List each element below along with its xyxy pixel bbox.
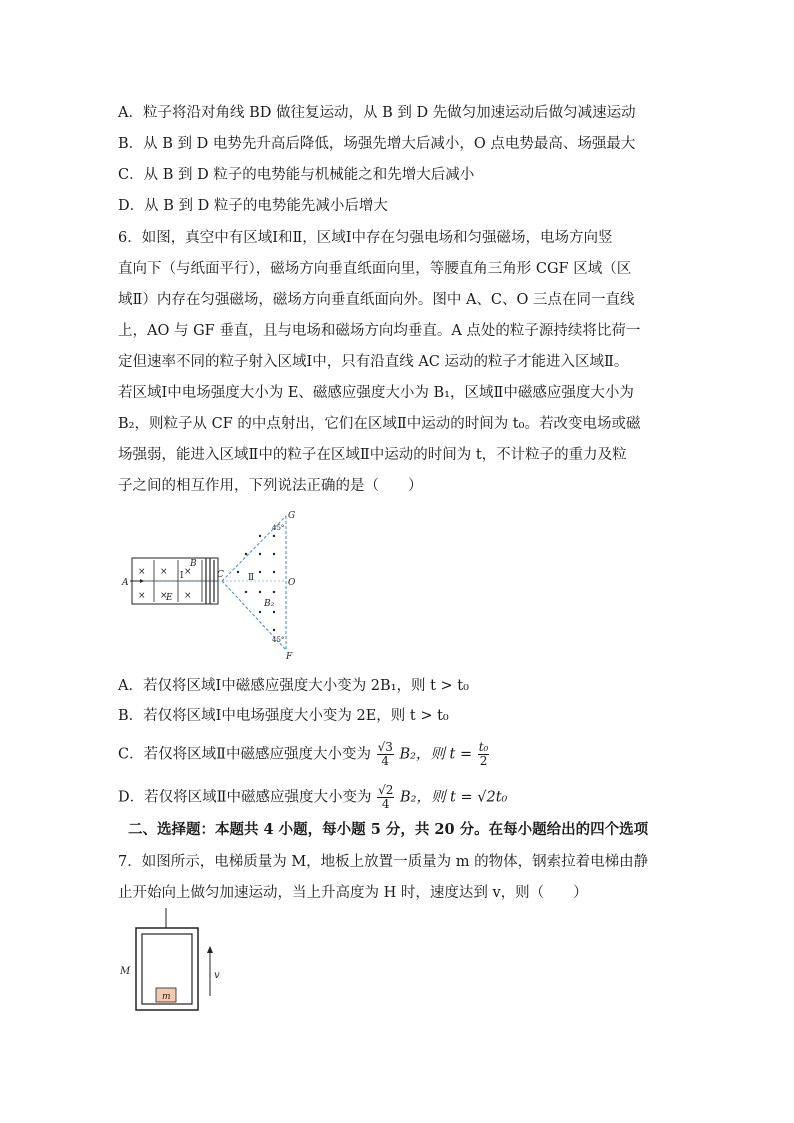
label-c: C bbox=[217, 570, 224, 580]
q7-stem-line: 止开始向上做匀加速运动，当上升高度为 H 时，速度达到 v，则（ ） bbox=[118, 885, 588, 901]
q7-stem-line: 7．如图所示，电梯质量为 M，地板上放置一质量为 m 的物体，钢索拉着电梯由静 bbox=[118, 854, 649, 870]
q6-option-b: B．若仅将区域Ⅰ中电场强度大小变为 2E，则 t > t₀ bbox=[118, 708, 449, 724]
section-heading: 二、选择题：本题共 4 小题，每小题 5 分，共 20 分。在每小题给出的四个选项 bbox=[128, 821, 649, 838]
q6-stem-line: 上，AO 与 GF 垂直，且与电场和磁场方向均垂直。A 点处的粒子源持续将比荷一 bbox=[118, 323, 641, 339]
q6-option-d: D．若仅将区域Ⅱ中磁感应强度大小变为 $\frac{√2}{4}$ B₂，则 t = √2t₀ bbox=[118, 783, 508, 811]
label-o: O bbox=[288, 578, 296, 588]
label-big-m: M bbox=[120, 966, 131, 977]
q5-option-b: B．从 B 到 D 电势先升高后降低，场强先增大后减小，O 点电势最高、场强最大 bbox=[118, 136, 636, 152]
q6-stem-line: 定但速率不同的粒子射入区域Ⅰ中，只有沿直线 AC 运动的粒子才能进入区域Ⅱ。 bbox=[118, 354, 629, 370]
label-small-m: m bbox=[162, 992, 171, 1002]
svg-text:×: × bbox=[160, 567, 168, 577]
q5-option-a: A．粒子将沿对角线 BD 做往复运动，从 B 到 D 先做匀加速运动后做匀减速运动 bbox=[118, 105, 636, 121]
q6-option-c: C．若仅将区域Ⅱ中磁感应强度大小变为 $\frac{√3}{4}$ B₂，则 t = $\frac{\text{t₀}}{2}$ bbox=[118, 740, 489, 768]
label-b: B bbox=[190, 559, 197, 569]
q6-stem-line: 直向下（与纸面平行），磁场方向垂直纸面向里，等腰直角三角形 CGF 区域（区 bbox=[118, 261, 632, 277]
svg-text:×: × bbox=[184, 567, 192, 577]
q6-stem-line: B₂，则粒子从 CF 的中点射出，它们在区域Ⅱ中运动的时间为 t₀。若改变电场或磁 bbox=[118, 416, 641, 432]
label-b2: B₂ bbox=[264, 599, 275, 609]
svg-text:×: × bbox=[138, 591, 146, 601]
label-g: G bbox=[288, 511, 296, 521]
svg-text:×: × bbox=[138, 567, 146, 577]
q6-figure bbox=[118, 508, 308, 660]
label-a: A bbox=[122, 578, 129, 588]
q6-stem-line: 域Ⅱ）内存在匀强磁场，磁场方向垂直纸面向外。图中 A、C、O 三点在同一直线 bbox=[118, 292, 635, 308]
q5-option-d: D．从 B 到 D 粒子的电势能先减小后增大 bbox=[118, 198, 388, 214]
q6-stem-line: 子之间的相互作用，下列说法正确的是（ ） bbox=[118, 478, 423, 494]
label-e: E bbox=[166, 593, 173, 603]
label-v: v bbox=[214, 970, 220, 981]
q6-stem-line: 场强弱，能进入区域Ⅱ中的粒子在区域Ⅱ中运动的时间为 t，不计粒子的重力及粒 bbox=[118, 447, 627, 463]
q5-option-c: C．从 B 到 D 粒子的电势能与机械能之和先增大后减小 bbox=[118, 167, 475, 183]
label-angle-bottom: 45° bbox=[272, 636, 285, 644]
label-region-1: Ⅰ bbox=[180, 571, 184, 581]
q6-stem-line: 6．如图，真空中有区域Ⅰ和Ⅱ，区域Ⅰ中存在匀强电场和匀强磁场，电场方向竖 bbox=[118, 230, 613, 246]
svg-text:×: × bbox=[184, 591, 192, 601]
label-f: F bbox=[286, 652, 293, 660]
label-angle-top: 45° bbox=[272, 524, 285, 532]
q6-option-a: A．若仅将区域Ⅰ中磁感应强度大小变为 2B₁，则 t > t₀ bbox=[118, 678, 469, 694]
svg-text:×: × bbox=[160, 591, 168, 601]
q6-stem-line: 若区域Ⅰ中电场强度大小为 E、磁感应强度大小为 B₁，区域Ⅱ中磁感应强度大小为 bbox=[118, 385, 634, 401]
label-region-2: Ⅱ bbox=[248, 573, 255, 583]
q7-figure bbox=[118, 908, 228, 1014]
